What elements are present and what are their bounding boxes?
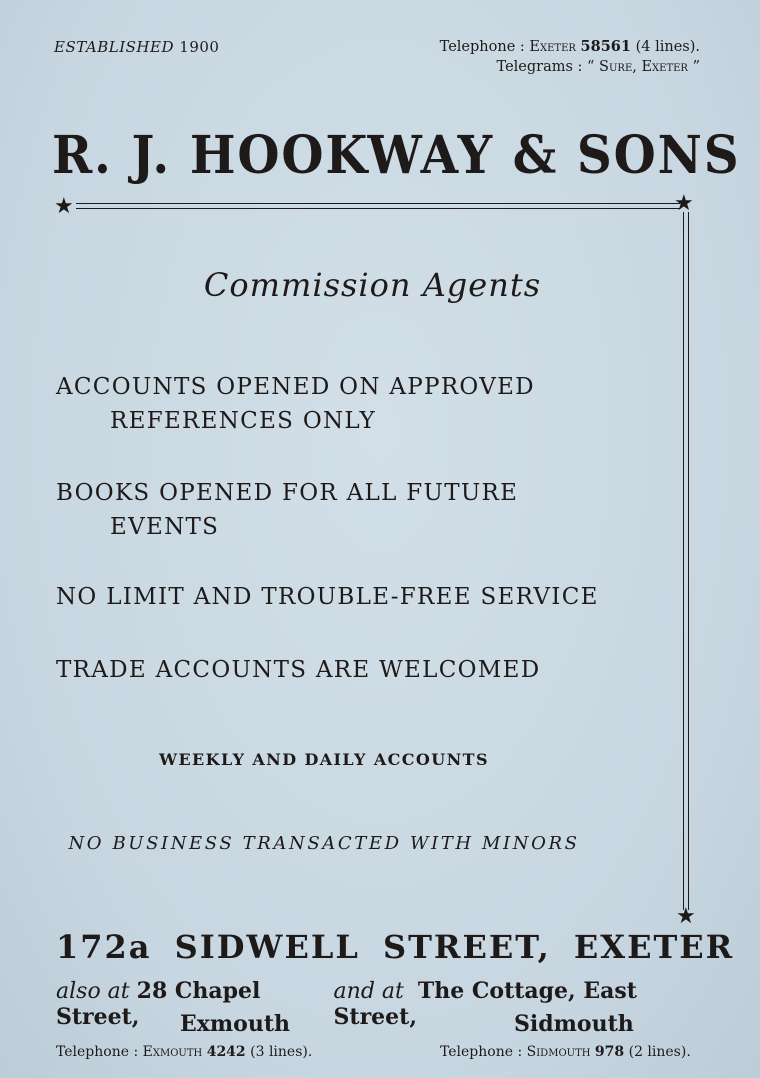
subtitle: Commission Agents xyxy=(203,266,542,304)
tel-city: Exmouth xyxy=(142,1044,203,1060)
telegrams-value: “ Sure, Exeter ” xyxy=(587,59,700,75)
left-street: 28 Chapel Street, xyxy=(56,978,261,1030)
header-contact xyxy=(440,37,700,77)
telegrams-line xyxy=(440,57,700,77)
left-town: Exmouth xyxy=(180,1011,290,1037)
star-ornament-bottom-right: ★ xyxy=(676,904,696,929)
telephone-lines: (4 lines). xyxy=(635,39,700,55)
point-line: BOOKS OPENED FOR ALL FUTURE xyxy=(56,480,519,506)
established-year: 1900 xyxy=(179,38,220,56)
point-trade xyxy=(56,653,540,687)
tel-city: Sidmouth xyxy=(526,1044,591,1060)
point-accounts xyxy=(56,370,535,438)
tel-lines: (3 lines). xyxy=(250,1044,313,1060)
point-line: NO LIMIT AND TROUBLE-FREE SERVICE xyxy=(56,584,599,610)
tel-number: 4242 xyxy=(206,1044,246,1060)
and-at-label: and at xyxy=(333,979,404,1004)
right-street: The Cottage, East Street, xyxy=(333,978,637,1030)
telephone-city: Exeter xyxy=(529,39,576,55)
point-books xyxy=(56,476,518,544)
right-telephone xyxy=(440,1044,691,1060)
vertical-double-rule xyxy=(683,212,689,910)
right-town: Sidmouth xyxy=(514,1011,634,1037)
telephone-number: 58561 xyxy=(580,38,631,55)
point-line: REFERENCES ONLY xyxy=(110,408,377,434)
point-line: EVENTS xyxy=(110,514,220,540)
point-no-limit xyxy=(56,580,599,614)
established-line xyxy=(54,38,219,56)
tel-lines: (2 lines). xyxy=(628,1044,691,1060)
left-telephone xyxy=(56,1044,312,1060)
tel-label: Telephone : xyxy=(440,1044,523,1060)
also-at-label: also at xyxy=(56,979,130,1004)
main-address: 172a SIDWELL STREET, EXETER xyxy=(56,928,735,966)
minors-notice: NO BUSINESS TRANSACTED WITH MINORS xyxy=(68,833,580,854)
telephone-label: Telephone : xyxy=(439,39,525,55)
point-line: TRADE ACCOUNTS ARE WELCOMED xyxy=(56,657,541,683)
point-line: ACCOUNTS OPENED ON APPROVED xyxy=(56,374,535,400)
telegrams-label: Telegrams : xyxy=(496,59,583,75)
star-ornament-left: ★ xyxy=(54,194,74,219)
company-title: R. J. HOOKWAY & SONS xyxy=(52,125,741,186)
tel-label: Telephone : xyxy=(56,1044,139,1060)
weekly-accounts: WEEKLY AND DAILY ACCOUNTS xyxy=(159,750,489,769)
horizontal-double-rule xyxy=(76,203,680,209)
star-ornament-top-right: ★ xyxy=(674,191,694,216)
telephone-line xyxy=(440,37,700,57)
tel-number: 978 xyxy=(594,1044,625,1060)
established-label: ESTABLISHED xyxy=(54,38,174,56)
